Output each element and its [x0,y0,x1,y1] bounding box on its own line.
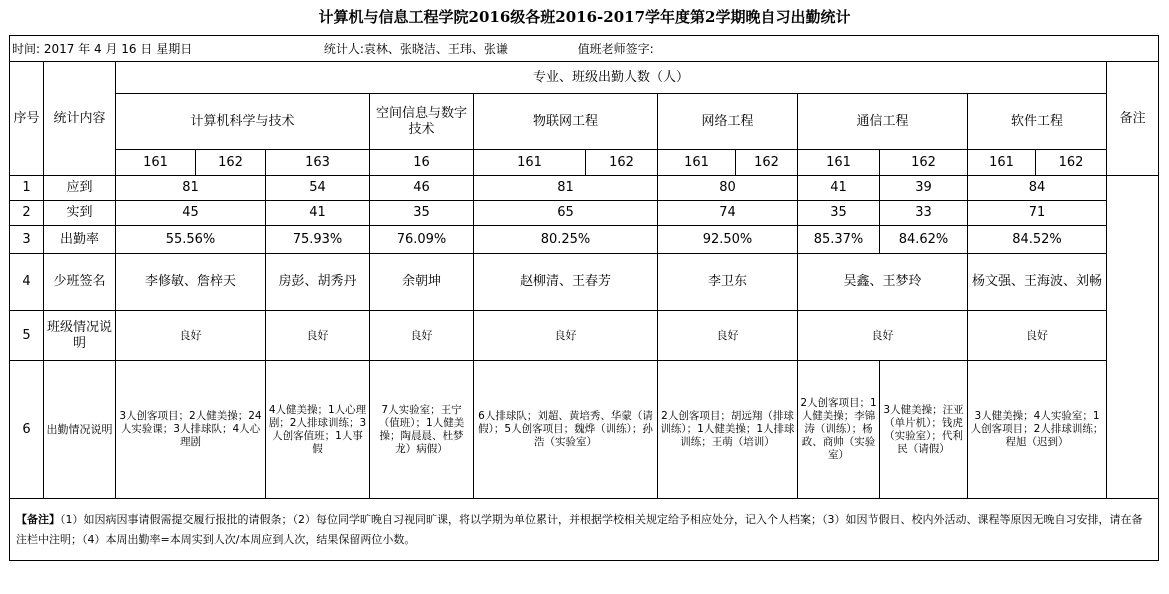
rate-value: 92.50% [658,226,798,254]
header-row-1 [10,62,1159,94]
class-cell: 161 [798,150,880,176]
situation-cell: 良好 [968,311,1107,361]
class-cell: 161 [474,150,586,176]
info-row [10,36,1159,62]
class-cell: 161 [968,150,1036,176]
attendance-table [9,35,1159,561]
actual-value: 71 [968,201,1107,226]
row-number: 5 [10,311,44,361]
attendance-cell: 2人创客项目；胡远翔（排球训练）；1人健美操；1人排球训练；王萌（培训） [658,361,798,499]
class-cell: 161 [658,150,736,176]
expected-value: 46 [370,176,474,201]
expected-value: 80 [658,176,798,201]
situation-cell: 良好 [798,311,968,361]
attendance-sheet [9,35,1158,561]
attendance-cell: 6人排球队；刘超、黄培秀、华蒙（请假）；5人创客项目；魏烨（训练）；孙浩（实验室） [474,361,658,499]
row-label: 实到 [44,201,116,226]
rate-value: 75.93% [266,226,370,254]
major-cs: 计算机科学与技术 [116,94,370,150]
note-cell [10,499,1159,561]
class-cell: 162 [1036,150,1107,176]
content-header: 统计内容 [44,62,116,176]
situation-cell: 良好 [474,311,658,361]
actual-value: 41 [266,201,370,226]
class-cell: 163 [266,150,370,176]
class-cell: 161 [116,150,196,176]
attendance-cell: 7人实验室；王宁（值班）；1人健美操；陶晨晨、杜梦龙）病假） [370,361,474,499]
rate-value: 55.56% [116,226,266,254]
signers-row [10,254,1159,311]
expected-value: 81 [474,176,658,201]
actual-value: 33 [880,201,968,226]
main-header: 专业、班级出勤人数（人） [116,62,1107,94]
info-cell [10,36,1159,62]
major-software: 软件工程 [968,94,1107,150]
situation-cell: 良好 [658,311,798,361]
row-number: 6 [10,361,44,499]
class-cell: 162 [880,150,968,176]
note-label: 【备注】 [16,512,60,526]
major-comm: 通信工程 [798,94,968,150]
expected-value: 41 [798,176,880,201]
attendance-cell: 4人健美操；1人心理剧；2人排球训练；3人创客值班；1人事假 [266,361,370,499]
attendance-cell: 2人创客项目；1人健美操；李锦涛（训练）；杨政、商帅（实验室） [798,361,880,499]
class-row [10,150,1159,176]
signer-cell: 余朝坤 [370,254,474,311]
class-cell: 162 [196,150,266,176]
signer-cell: 赵柳清、王春芳 [474,254,658,311]
teacher-sign-label: 值班老师签字: [577,41,654,56]
date-text: 时间: 2017 年 4 月 16 日 星期日 [12,41,193,56]
rate-value: 80.25% [474,226,658,254]
expected-value: 39 [880,176,968,201]
row-label: 应到 [44,176,116,201]
row-label: 出勤情况说明 [44,361,116,499]
page-title: 计算机与信息工程学院2016级各班2016-2017学年度第2学期晚自习出勤统计 [318,8,851,26]
situation-cell: 良好 [116,311,266,361]
attendance-cell: 3人健美操；4人实验室；1人创客项目；2人排球训练；程旭（迟到） [968,361,1107,499]
signer-cell: 李卫东 [658,254,798,311]
actual-value: 35 [370,201,474,226]
row-number: 1 [10,176,44,201]
rate-row [10,226,1159,254]
expected-value: 84 [968,176,1107,201]
remark-cell [1107,176,1159,499]
actual-value: 65 [474,201,658,226]
attendance-cell: 3人健美操；汪亚（单片机）；钱虎（实验室）；代利民（请假） [880,361,968,499]
major-row [10,94,1159,150]
seq-header: 序号 [10,62,44,176]
actual-value: 35 [798,201,880,226]
rate-value: 84.52% [968,226,1107,254]
counters-text: 统计人:袁林、张晓洁、王玮、张谦 [323,41,508,56]
row-label: 班级情况说明 [44,311,116,361]
major-network: 网络工程 [658,94,798,150]
class-cell: 16 [370,150,474,176]
attendance-row [10,361,1159,499]
signer-cell: 吴鑫、王梦玲 [798,254,968,311]
row-number: 4 [10,254,44,311]
rate-value: 76.09% [370,226,474,254]
attendance-cell: 3人创客项目；2人健美操；24人实验课；3人排球队；4人心理剧 [116,361,266,499]
major-iot: 物联网工程 [474,94,658,150]
actual-row [10,201,1159,226]
actual-value: 45 [116,201,266,226]
row-label: 少班签名 [44,254,116,311]
note-row [10,499,1159,561]
row-label: 出勤率 [44,226,116,254]
class-cell: 162 [586,150,658,176]
situation-row [10,311,1159,361]
situation-cell: 良好 [266,311,370,361]
major-spatial: 空间信息与数字技术 [370,94,474,150]
signer-cell: 杨文强、王海波、刘畅 [968,254,1107,311]
rate-value: 85.37% [798,226,880,254]
remark-header: 备注 [1107,62,1159,176]
expected-row [10,176,1159,201]
actual-value: 74 [658,201,798,226]
signer-cell: 房彭、胡秀丹 [266,254,370,311]
signer-cell: 李修敏、詹梓天 [116,254,266,311]
rate-value: 84.62% [880,226,968,254]
situation-cell: 良好 [370,311,474,361]
expected-value: 81 [116,176,266,201]
row-number: 3 [10,226,44,254]
class-cell: 162 [736,150,798,176]
expected-value: 54 [266,176,370,201]
note-text: （1）如因病因事请假需提交履行报批的请假条；（2）每位同学旷晚自习视同旷课，将以学期为单位累计，并根据学校相关规定给予相应处分，记入个人档案；（3）如因节假日、校内外活动、课程等原因无晚自习安排，请在备注栏中注明；（4）本周出勤率=本周实到人次/本周应到人次，结果保留两位小数。 [16,512,1143,546]
row-number: 2 [10,201,44,226]
